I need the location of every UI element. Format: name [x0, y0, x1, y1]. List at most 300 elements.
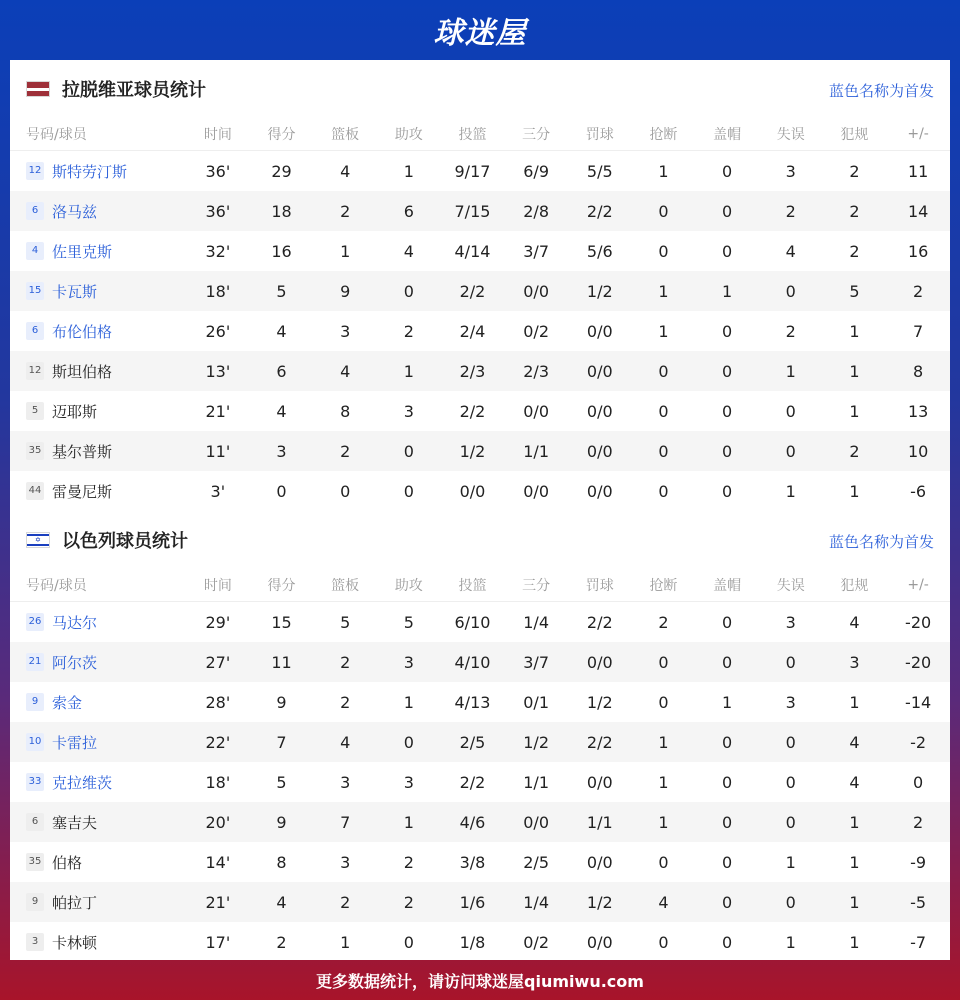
- column-header: 助攻: [394, 127, 423, 143]
- stat-cell: 2: [849, 161, 860, 181]
- stat-cell: 28': [205, 692, 231, 712]
- jersey-number-badge: 6: [26, 322, 44, 340]
- table-row: [10, 882, 950, 922]
- table-row: [10, 682, 950, 722]
- stat-cell: 1: [632, 722, 696, 762]
- jersey-number-badge: 44: [26, 482, 44, 500]
- stat-cell: 4: [250, 882, 314, 922]
- stat-cell: 2/2: [586, 612, 613, 632]
- stat-cell: 18: [250, 191, 314, 231]
- stat-cell: 4: [849, 772, 860, 792]
- table-row: [10, 351, 950, 391]
- stat-cell: 0: [340, 481, 351, 501]
- stat-cell: 5: [340, 612, 351, 632]
- stat-cell: 0/1: [523, 692, 549, 712]
- column-header: 盖帽: [713, 578, 742, 594]
- table-row: [10, 802, 950, 842]
- stat-cell: 9: [276, 692, 287, 712]
- stat-cell: 26': [205, 321, 231, 341]
- stat-cell: 6/10: [454, 612, 491, 632]
- player-cell: [10, 231, 186, 271]
- stat-cell: 4/13: [454, 692, 491, 712]
- stat-cell: 21': [186, 882, 250, 922]
- stat-cell: 29: [271, 161, 292, 181]
- stat-cell: -20: [886, 642, 950, 682]
- stat-cell: 0: [785, 772, 796, 792]
- stat-cell: 11: [250, 642, 314, 682]
- stat-cell: 0/2: [523, 932, 549, 952]
- stat-cell: 5: [250, 271, 314, 311]
- stat-cell: 1/4: [523, 612, 549, 632]
- stat-cell: 0: [722, 401, 733, 421]
- stat-cell: 1: [849, 692, 860, 712]
- player-cell: [10, 922, 186, 960]
- stat-cell: 0: [276, 481, 287, 501]
- stat-cell: 0: [913, 772, 924, 792]
- player-name: 基尔普斯: [52, 442, 113, 461]
- stat-cell: 4: [313, 351, 377, 391]
- stat-cell: 5/6: [586, 241, 613, 261]
- stat-cell: 0: [759, 802, 823, 842]
- stat-cell: 0/0: [568, 431, 632, 471]
- player-name: 洛马兹: [52, 202, 98, 221]
- stat-cell: 0/0: [586, 401, 613, 421]
- stat-cell: 5: [403, 612, 414, 632]
- stat-cell: 1: [695, 271, 759, 311]
- jersey-number-badge: 33: [26, 773, 44, 791]
- stat-cell: 3: [340, 321, 351, 341]
- stat-cell: 0: [632, 431, 696, 471]
- stat-cell: 0: [759, 722, 823, 762]
- stat-cell: 1: [849, 852, 860, 872]
- stat-cell: 0: [632, 351, 696, 391]
- player-cell: [10, 802, 186, 842]
- jersey-number-badge: 9: [26, 693, 44, 711]
- player-name: 布伦伯格: [52, 322, 113, 341]
- column-header: 投篮: [458, 578, 487, 594]
- jersey-number-badge: 35: [26, 853, 44, 871]
- stat-cell: 4: [313, 722, 377, 762]
- stat-cell: 6/9: [523, 161, 549, 181]
- stat-cell: 1: [785, 481, 796, 501]
- stat-cell: 0: [695, 191, 759, 231]
- table-row: [10, 602, 950, 643]
- stat-cell: 11: [907, 161, 929, 181]
- stat-cell: 2: [886, 802, 950, 842]
- jersey-number-badge: 3: [26, 933, 44, 951]
- stat-cell: 2/2: [568, 722, 632, 762]
- stat-cell: 18': [186, 271, 250, 311]
- stat-cell: -2: [886, 722, 950, 762]
- stat-cell: 2/5: [523, 852, 549, 872]
- stat-cell: 1: [632, 802, 696, 842]
- stat-cell: 0/0: [459, 481, 486, 501]
- column-header: 号码/球员: [26, 127, 87, 143]
- player-name: 索金: [52, 693, 83, 712]
- stat-cell: 1: [403, 161, 414, 181]
- table-row: [10, 151, 950, 192]
- column-header: 时间: [203, 578, 232, 594]
- brand-logo: 球迷屋: [433, 16, 527, 51]
- player-name: 斯坦伯格: [52, 362, 113, 381]
- stat-cell: 2: [313, 882, 377, 922]
- jersey-number-badge: 10: [26, 733, 44, 751]
- team-header: [10, 60, 950, 118]
- stat-cell: 1: [785, 852, 796, 872]
- stat-cell: 1/6: [441, 882, 505, 922]
- column-header: 盖帽: [713, 127, 742, 143]
- stat-cell: 4: [849, 612, 860, 632]
- column-header: 号码/球员: [26, 578, 87, 594]
- column-header: +/-: [907, 126, 929, 142]
- stat-cell: 20': [186, 802, 250, 842]
- column-header: 得分: [267, 127, 296, 143]
- column-header: 得分: [267, 578, 296, 594]
- stat-cell: 5: [276, 772, 287, 792]
- stat-cell: 36': [205, 161, 231, 181]
- team-title: 以色列球员统计: [62, 531, 188, 552]
- stat-cell: 2: [403, 321, 414, 341]
- stat-cell: 0/0: [586, 321, 613, 341]
- stat-cell: 0: [377, 722, 441, 762]
- stat-cell: 3: [403, 401, 414, 421]
- stat-cell: 1/4: [504, 882, 568, 922]
- player-cell: [10, 191, 186, 231]
- player-cell: [10, 602, 186, 643]
- stat-cell: 1: [403, 692, 414, 712]
- player-cell: [10, 311, 186, 351]
- stat-cell: 9/17: [454, 161, 491, 181]
- column-header: 失误: [776, 127, 805, 143]
- table-header-row: [10, 569, 950, 602]
- column-header: 罚球: [585, 578, 614, 594]
- player-name: 卡雷拉: [52, 733, 98, 752]
- table-row: [10, 842, 950, 882]
- column-header: 失误: [776, 578, 805, 594]
- stat-cell: 27': [186, 642, 250, 682]
- stat-cell: 2/3: [441, 351, 505, 391]
- player-cell: [10, 762, 186, 802]
- stat-cell: 2: [313, 642, 377, 682]
- stat-cell: 8: [340, 401, 351, 421]
- table-row: [10, 722, 950, 762]
- stat-cell: 0: [658, 481, 669, 501]
- footer-banner: 更多数据统计，请访问球迷屋qiumiwu.com: [316, 971, 644, 991]
- stat-cell: 1: [849, 401, 860, 421]
- player-name: 卡林顿: [52, 933, 98, 952]
- table-row: [10, 391, 950, 431]
- table-row: [10, 471, 950, 511]
- stat-cell: 13: [907, 401, 929, 421]
- stat-cell: 15: [271, 612, 292, 632]
- stat-cell: 3/7: [523, 241, 549, 261]
- jersey-number-badge: 6: [26, 202, 44, 220]
- player-cell: [10, 682, 186, 722]
- stat-cell: 1: [658, 772, 669, 792]
- player-name: 阿尔茨: [52, 653, 98, 672]
- column-header: 犯规: [840, 127, 869, 143]
- player-cell: [10, 722, 186, 762]
- column-header: 抢断: [649, 578, 678, 594]
- player-name: 佐里克斯: [52, 242, 113, 261]
- stat-cell: 1: [658, 321, 669, 341]
- player-cell: [10, 391, 186, 431]
- stat-cell: 0: [403, 932, 414, 952]
- stat-cell: 14: [886, 191, 950, 231]
- stat-cell: 2: [313, 191, 377, 231]
- stat-cell: 2/2: [441, 271, 505, 311]
- stat-cell: 2: [823, 431, 887, 471]
- stat-cell: 4: [276, 401, 287, 421]
- column-header: 篮板: [331, 578, 360, 594]
- stat-cell: 3: [403, 772, 414, 792]
- stat-cell: 0/0: [586, 481, 613, 501]
- stat-cell: 2: [785, 321, 796, 341]
- player-name: 马达尔: [52, 613, 98, 632]
- stat-cell: 1/2: [441, 431, 505, 471]
- team-section-israel: [10, 511, 950, 960]
- stat-cell: 0: [759, 271, 823, 311]
- stat-cell: 1: [823, 351, 887, 391]
- stat-cell: 0: [377, 271, 441, 311]
- player-cell: [10, 271, 186, 311]
- column-header: 罚球: [585, 127, 614, 143]
- stat-cell: 0: [722, 241, 733, 261]
- column-header: 投篮: [458, 127, 487, 143]
- stat-cell: 6: [377, 191, 441, 231]
- stat-cell: 16: [271, 241, 292, 261]
- stat-cell: 3/8: [459, 852, 486, 872]
- player-name: 雷曼尼斯: [52, 482, 113, 501]
- stat-cell: 3: [785, 692, 796, 712]
- stat-cell: 1: [632, 271, 696, 311]
- stat-cell: 0: [377, 431, 441, 471]
- stat-cell: 8: [886, 351, 950, 391]
- stat-cell: 0: [695, 351, 759, 391]
- stat-cell: 2: [886, 271, 950, 311]
- column-header: 时间: [203, 127, 232, 143]
- table-row: [10, 231, 950, 271]
- stat-cell: 4: [632, 882, 696, 922]
- column-header: 犯规: [840, 578, 869, 594]
- jersey-number-badge: 12: [26, 162, 44, 180]
- stat-cell: 0: [695, 882, 759, 922]
- stat-cell: 4: [403, 241, 414, 261]
- stat-cell: 3: [823, 642, 887, 682]
- jersey-number-badge: 6: [26, 813, 44, 831]
- stat-cell: 1: [658, 161, 669, 181]
- stat-cell: 0: [722, 481, 733, 501]
- stat-cell: 1: [377, 351, 441, 391]
- stat-cell: 0: [695, 431, 759, 471]
- column-header: 三分: [522, 127, 551, 143]
- stat-cell: 5/5: [586, 161, 613, 181]
- stat-cell: 3: [377, 642, 441, 682]
- stat-cell: 0/0: [523, 401, 549, 421]
- stat-cell: 4: [340, 161, 351, 181]
- stat-cell: 1: [823, 802, 887, 842]
- stat-cell: 0/0: [523, 481, 549, 501]
- player-cell: [10, 351, 186, 391]
- player-cell: [10, 642, 186, 682]
- player-cell: [10, 842, 186, 882]
- stat-cell: 0: [722, 612, 733, 632]
- stat-cell: 2: [403, 852, 414, 872]
- stat-cell: 1: [759, 351, 823, 391]
- jersey-number-badge: 15: [26, 282, 44, 300]
- stat-cell: 5: [823, 271, 887, 311]
- stat-cell: 0: [632, 642, 696, 682]
- stat-cell: 4/10: [441, 642, 505, 682]
- table-row: [10, 642, 950, 682]
- stat-cell: 0: [403, 481, 414, 501]
- table-row: [10, 271, 950, 311]
- stat-cell: 2: [377, 882, 441, 922]
- stat-cell: 10: [886, 431, 950, 471]
- player-cell: [10, 882, 186, 922]
- stat-cell: 4/14: [454, 241, 491, 261]
- stat-cell: 0: [658, 241, 669, 261]
- jersey-number-badge: 12: [26, 362, 44, 380]
- stat-cell: 29': [205, 612, 231, 632]
- stat-cell: 0/0: [586, 772, 613, 792]
- column-header: 助攻: [394, 578, 423, 594]
- player-stats-table: [10, 118, 950, 511]
- stat-cell: 3: [250, 431, 314, 471]
- stat-cell: 21': [205, 401, 231, 421]
- stat-cell: -7: [910, 932, 927, 952]
- column-header: 三分: [522, 578, 551, 594]
- stat-cell: 32': [205, 241, 231, 261]
- player-cell: [10, 471, 186, 511]
- table-header-row: [10, 118, 950, 151]
- stat-cell: 3: [785, 612, 796, 632]
- stat-cell: 0: [722, 321, 733, 341]
- stat-cell: 1/2: [504, 722, 568, 762]
- stat-cell: 2: [849, 241, 860, 261]
- stat-cell: 1/1: [523, 772, 549, 792]
- jersey-number-badge: 26: [26, 613, 44, 631]
- stat-cell: 2: [276, 932, 287, 952]
- stat-cell: -20: [905, 612, 932, 632]
- table-row: [10, 922, 950, 960]
- stat-cell: 2: [340, 692, 351, 712]
- stat-cell: 0: [695, 722, 759, 762]
- stat-cell: 0/0: [504, 802, 568, 842]
- stat-cell: 9: [250, 802, 314, 842]
- player-name: 帕拉丁: [52, 893, 98, 912]
- jersey-number-badge: 4: [26, 242, 44, 260]
- jersey-number-badge: 21: [26, 653, 44, 671]
- stat-cell: 2: [313, 431, 377, 471]
- team-title: 拉脱维亚球员统计: [62, 80, 206, 101]
- stat-cell: 9: [313, 271, 377, 311]
- stat-cell: 0: [658, 932, 669, 952]
- stat-cell: 0: [658, 401, 669, 421]
- stat-cell: 6: [250, 351, 314, 391]
- table-row: [10, 431, 950, 471]
- starter-legend: 蓝色名称为首发: [828, 82, 934, 100]
- stat-cell: 3/7: [504, 642, 568, 682]
- stat-cell: 7: [313, 802, 377, 842]
- stat-cell: 0: [695, 802, 759, 842]
- stat-cell: 0/0: [568, 642, 632, 682]
- stat-cell: 2: [759, 191, 823, 231]
- player-name: 伯格: [52, 853, 83, 872]
- stat-cell: 17': [205, 932, 231, 952]
- player-cell: [10, 431, 186, 471]
- stat-cell: 2/8: [504, 191, 568, 231]
- stat-cell: 8: [276, 852, 287, 872]
- stat-cell: 2/2: [459, 401, 486, 421]
- column-header: +/-: [907, 577, 929, 593]
- stat-cell: 16: [907, 241, 929, 261]
- stat-cell: 2/4: [459, 321, 486, 341]
- stat-cell: -9: [910, 852, 927, 872]
- starter-legend: 蓝色名称为首发: [828, 533, 934, 551]
- stat-cell: -6: [910, 481, 927, 501]
- stat-cell: 0/0: [586, 932, 613, 952]
- stat-cell: 0: [658, 692, 669, 712]
- column-header: 篮板: [331, 127, 360, 143]
- stat-cell: 1/2: [568, 882, 632, 922]
- stat-cell: 1/1: [568, 802, 632, 842]
- stat-cell: 14': [205, 852, 231, 872]
- player-stats-table: [10, 569, 950, 960]
- stat-cell: 4: [785, 241, 796, 261]
- stat-cell: 2/2: [459, 772, 486, 792]
- jersey-number-badge: 9: [26, 893, 44, 911]
- stat-cell: 0: [722, 932, 733, 952]
- stat-cell: 0/2: [523, 321, 549, 341]
- stat-cell: 3': [210, 481, 226, 501]
- team-section-latvia: [10, 60, 950, 511]
- stat-cell: 3: [340, 772, 351, 792]
- table-row: [10, 311, 950, 351]
- stat-cell: 4: [823, 722, 887, 762]
- stat-cell: 1: [722, 692, 733, 712]
- column-header: 抢断: [649, 127, 678, 143]
- stat-cell: 2/3: [504, 351, 568, 391]
- stat-cell: 0: [722, 772, 733, 792]
- stat-cell: 2: [658, 612, 669, 632]
- stat-cell: 7/15: [441, 191, 505, 231]
- stat-cell: 1/2: [586, 692, 613, 712]
- stat-cell: 0: [658, 852, 669, 872]
- stat-cell: 0: [759, 642, 823, 682]
- stat-cell: 0: [632, 191, 696, 231]
- stat-cell: 0/0: [568, 351, 632, 391]
- stat-cell: 4: [276, 321, 287, 341]
- stat-cell: -14: [905, 692, 932, 712]
- stat-cell: 0: [785, 401, 796, 421]
- stat-cell: 1: [849, 481, 860, 501]
- stat-cell: 1: [785, 932, 796, 952]
- stat-cell: 1: [823, 882, 887, 922]
- stat-cell: 1/8: [459, 932, 486, 952]
- stat-cell: 18': [205, 772, 231, 792]
- table-row: [10, 762, 950, 802]
- stat-cell: 7: [913, 321, 924, 341]
- stat-cell: 4/6: [441, 802, 505, 842]
- stat-cell: 22': [186, 722, 250, 762]
- latvia-flag-icon: [26, 81, 50, 97]
- stat-cell: 1/1: [504, 431, 568, 471]
- player-name: 迈耶斯: [52, 402, 98, 421]
- table-row: [10, 191, 950, 231]
- team-header: [10, 511, 950, 569]
- stat-cell: 0: [722, 161, 733, 181]
